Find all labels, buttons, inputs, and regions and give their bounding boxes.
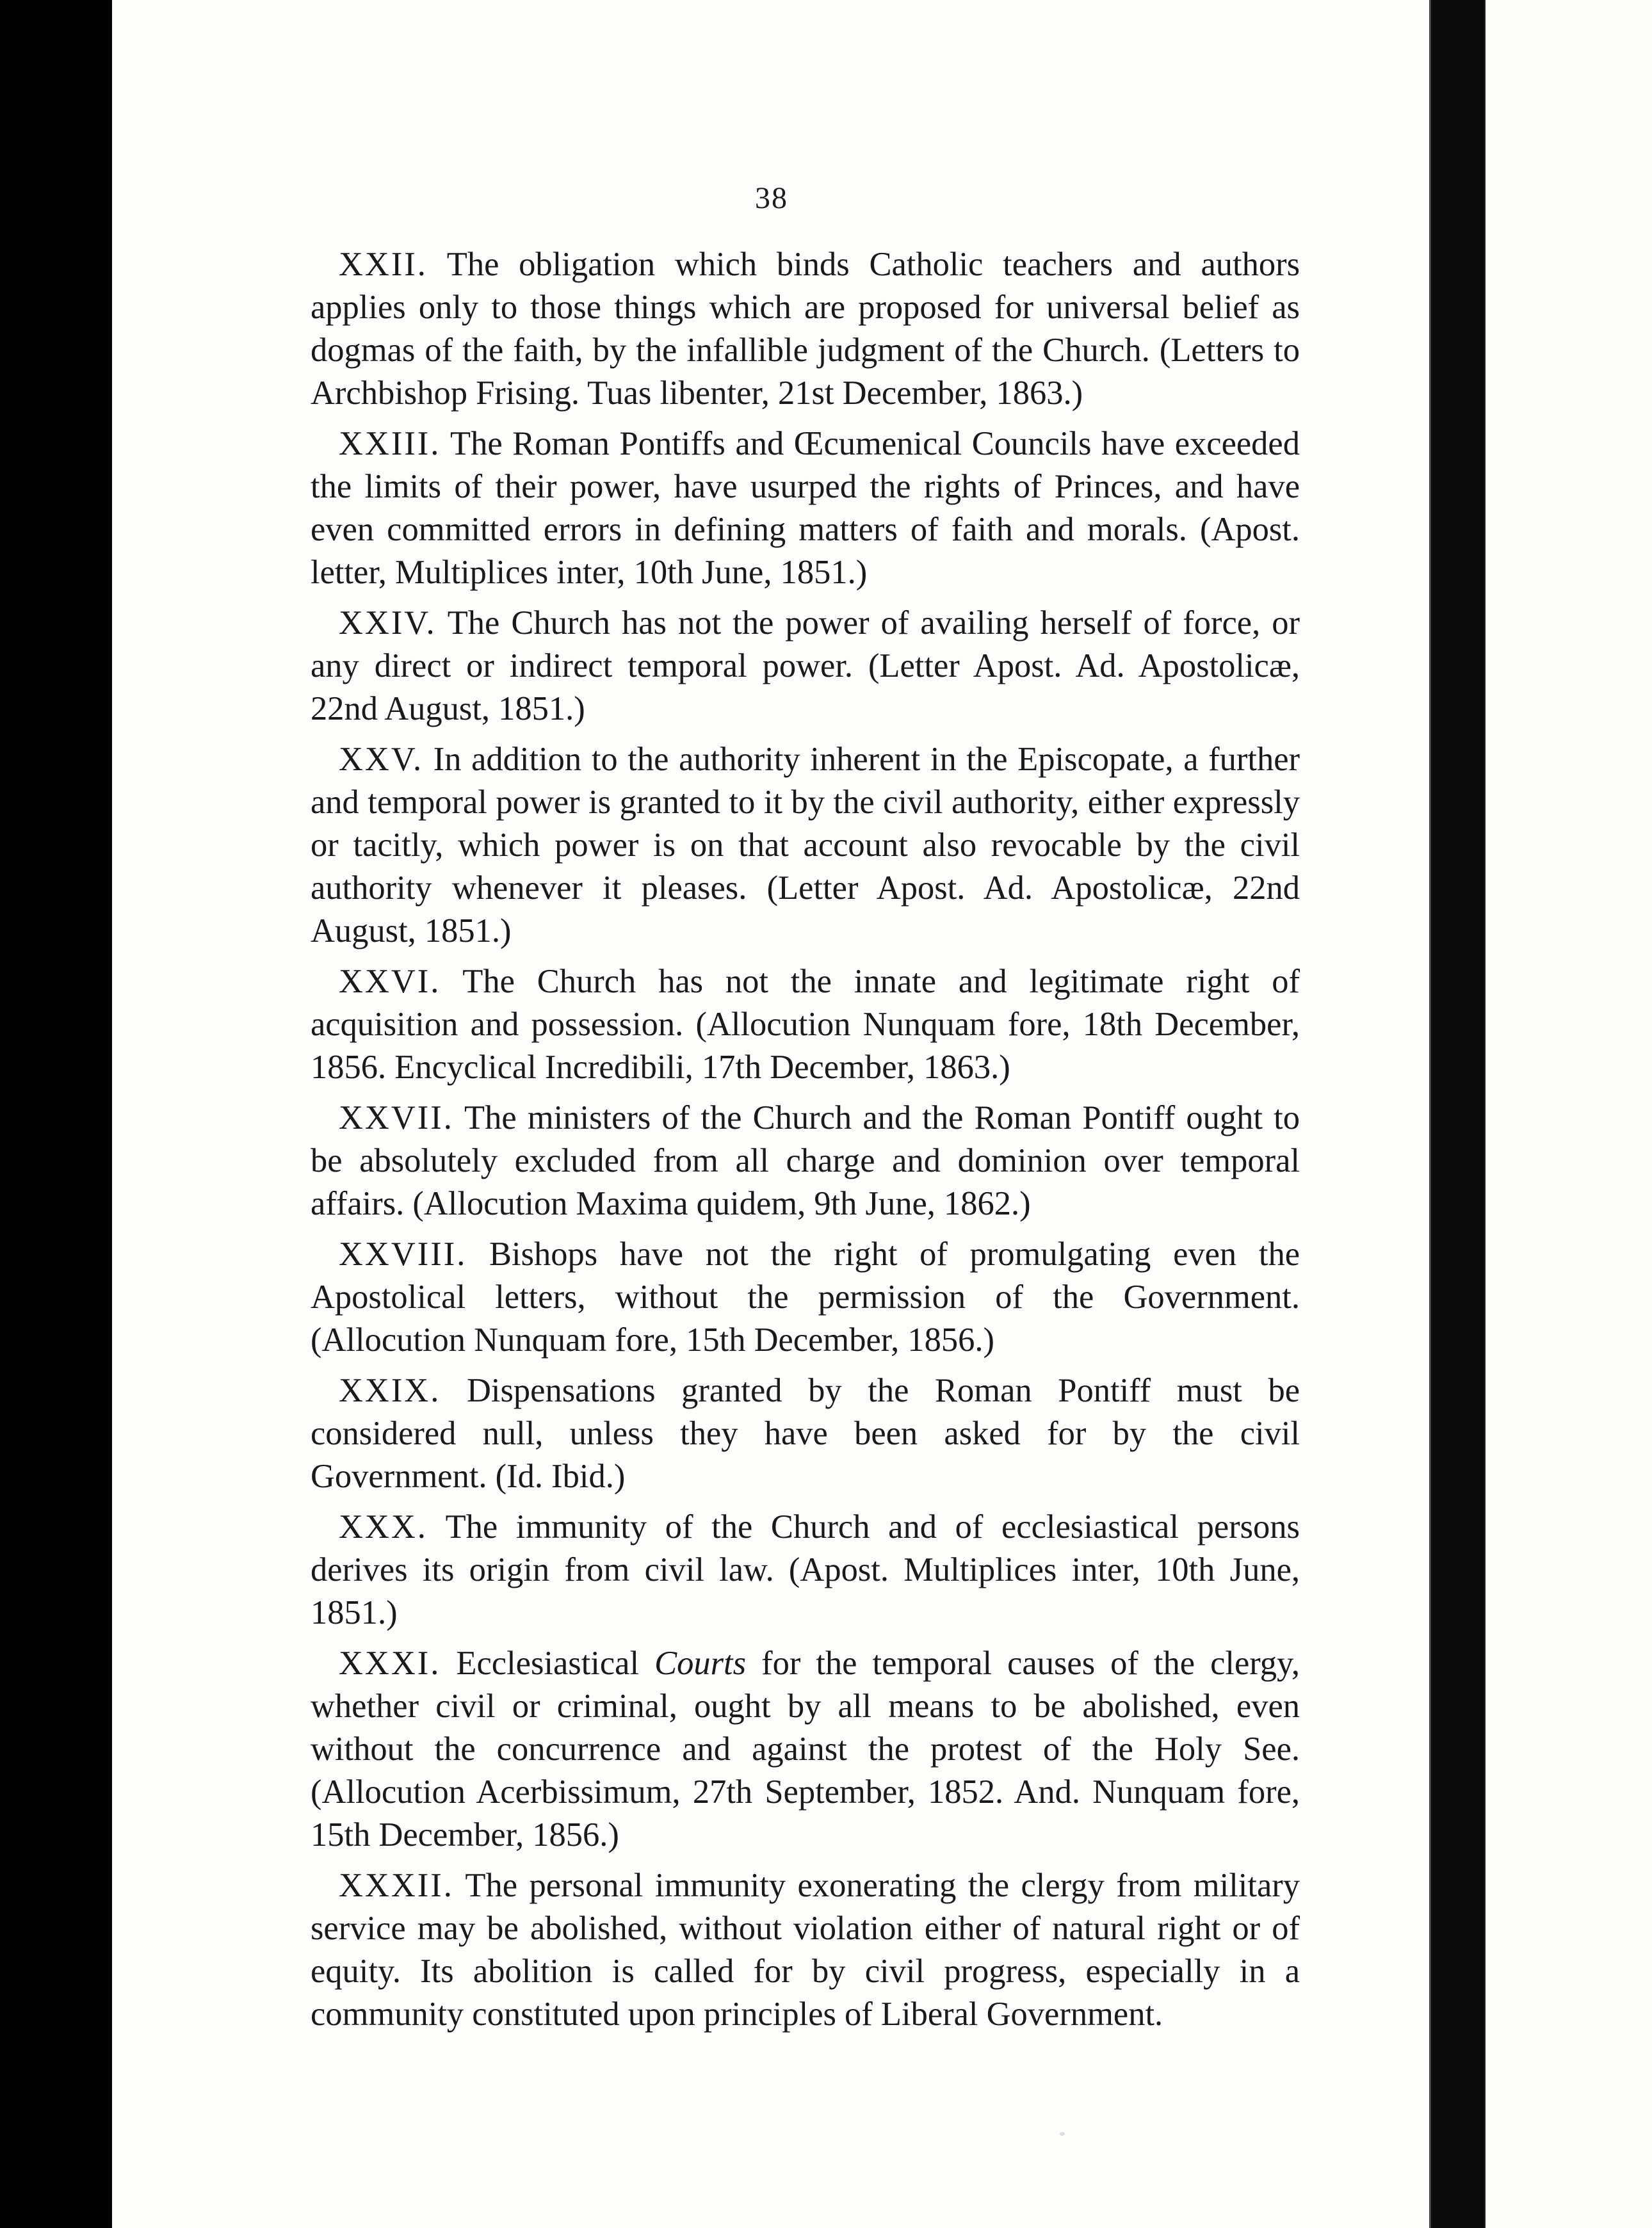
- article-numeral: XXX.: [339, 1508, 428, 1546]
- article-xxvi: [311, 960, 1300, 1089]
- article-numeral: XXVI.: [339, 963, 441, 1000]
- text-body: [311, 243, 1300, 2044]
- article-xxx: [311, 1506, 1300, 1635]
- article-numeral: XXIII.: [339, 425, 441, 462]
- article-text: The obligation which binds Catholic teachers and authors applies only to those things which are proposed for universal belief as dogmas of the faith, by the infallible judgment of the Church. (Letters to Archbishop Frising. Tuas libenter, 21st December, 1863.): [311, 246, 1300, 412]
- article-text: The ministers of the Church and the Roman Pontiff ought to be absolutely excluded from all charge and dominion over temporal affairs. (Allocution Maxima quidem, 9th June, 1862.): [311, 1099, 1300, 1222]
- article-xxix: [311, 1369, 1300, 1498]
- article-text: The Church has not the innate and legitimate right of acquisition and possession. (Allocution Nunquam fore, 18th December, 1856. Encyclical Incredibili, 17th December, 1863.): [311, 963, 1300, 1086]
- facing-page: [1486, 0, 1652, 2228]
- article-text-before: Ecclesiastical: [456, 1645, 640, 1682]
- book-gutter: [1431, 0, 1484, 2228]
- article-text: The immunity of the Church and of ecclesiastical persons derives its origin from civil law. (Apost. Multiplices inter, 10th June, 1851.): [311, 1508, 1300, 1631]
- article-numeral: XXXII.: [339, 1867, 454, 1904]
- page-number: 38: [755, 181, 788, 215]
- article-numeral: XXIX.: [339, 1372, 441, 1409]
- article-text: The Roman Pontiffs and Œcumenical Councils have exceeded the limits of their power, have usurped the rights of Princes, and have even committed errors in defining matters of faith and morals. (Apost. letter, Multiplices inter, 10th June, 1851.): [311, 425, 1300, 591]
- article-text: The Church has not the power of availing herself of force, or any direct or indirect temporal power. (Letter Apost. Ad. Apostolicæ, 22nd August, 1851.): [311, 604, 1300, 727]
- article-numeral: XXVIII.: [339, 1236, 467, 1273]
- article-text: The personal immunity exonerating the clergy from military service may be abolished, without violation either of natural right or of equity. Its abolition is called for by civil progress, especially in a community constituted upon principles of Liberal Government.: [311, 1867, 1300, 2033]
- article-numeral: XXIV.: [339, 604, 437, 642]
- article-xxviii: [311, 1233, 1300, 1362]
- article-text-italic: Courts: [654, 1645, 747, 1682]
- article-xxxii: [311, 1864, 1300, 2036]
- article-xxiv: [311, 602, 1300, 731]
- paper-speck: [1060, 2132, 1065, 2136]
- article-text: In addition to the authority inherent in the Episcopate, a further and temporal power is granted to it by the civil authority, either expressly or tacitly, which power is on that account also revocable by the civil authority whenever it pleases. (Letter Apost. Ad. Apostolicæ, 22nd August, 1851.): [311, 741, 1300, 949]
- article-text-after: for the temporal causes of the clergy, whether civil or criminal, ought by all means to be abolished, even without the concurrence and against the protest of the Holy See. (Allocution Acerbissimum, 27th September, 1852. And. Nunquam fore, 15th December, 1856.): [311, 1645, 1300, 1853]
- article-numeral: XXV.: [339, 741, 424, 778]
- article-numeral: XXII.: [339, 246, 428, 283]
- document-page: [112, 0, 1431, 2228]
- article-xxiii: [311, 423, 1300, 594]
- article-xxvii: [311, 1097, 1300, 1225]
- article-text: Bishops have not the right of promulgating even the Apostolical letters, without the permission of the Government. (Allocution Nunquam fore, 15th December, 1856.): [311, 1236, 1300, 1359]
- article-numeral: XXXI.: [339, 1645, 441, 1682]
- article-xxii: [311, 243, 1300, 415]
- article-xxv: [311, 738, 1300, 953]
- article-xxxi: [311, 1642, 1300, 1857]
- article-text: Dispensations granted by the Roman Pontiff must be considered null, unless they have been asked for by the civil Government. (Id. Ibid.): [311, 1372, 1300, 1495]
- article-numeral: XXVII.: [339, 1099, 454, 1136]
